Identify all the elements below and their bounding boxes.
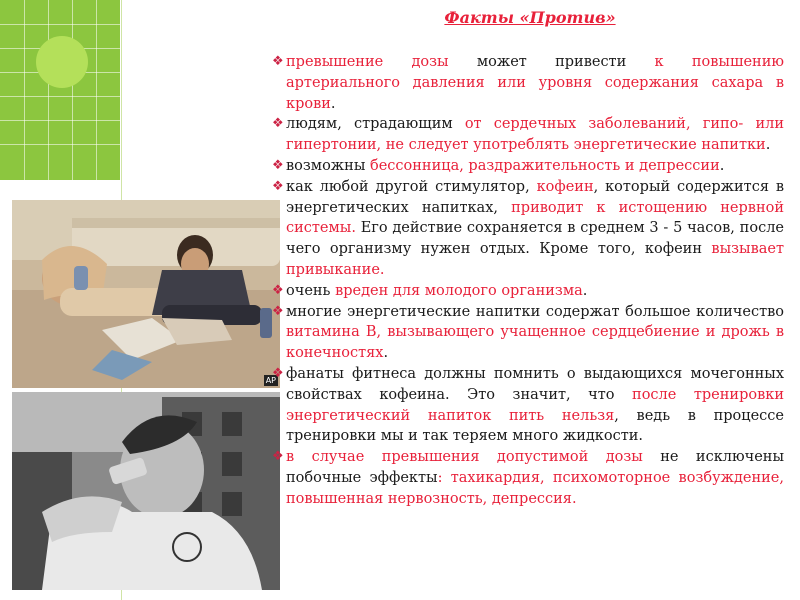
highlighted-text: бессонница, раздражительность и депрессии [369,157,720,174]
photo-girls-reading-magazines [12,200,280,388]
grid-line [72,0,73,180]
highlighted-text: от сердечных заболеваний, гипо- или гипертонии, не следует употреблять энергетические напитки [286,116,784,154]
diamond-bullet-icon: ❖ [272,282,284,298]
highlighted-text: вызывает привыкание. [286,241,784,278]
body-text: не исключены побочные эффекты [286,449,784,486]
body-text: возможны [286,157,370,174]
diamond-bullet-icon: ❖ [272,54,284,69]
diamond-bullet-icon: ❖ [272,303,284,319]
body-text: как любой другой стимулятор, [286,178,537,195]
grid-line [0,120,120,121]
fact-item [272,114,784,156]
body-text: может привести [476,54,655,70]
diamond-bullet-icon: ❖ [272,178,284,194]
fact-item [272,52,784,114]
highlighted-text: : тахикардия, психомоторное возбуждение, повышенная нервозность, депрессия. [286,469,784,507]
grid-line [0,96,120,97]
highlighted-text: кофеин [536,178,594,195]
body-text: . [383,345,389,362]
grid-line [48,0,49,180]
photo-boy-drinking-can [12,392,280,590]
fact-item [272,302,784,364]
body-text: . [719,157,725,174]
grid-line [96,0,97,180]
body-text: очень [286,282,336,299]
highlighted-text: после тренировки энергетический напиток пить нельзя [286,386,784,424]
highlighted-text: приводит к истощению нервной системы. [286,199,784,237]
diamond-bullet-icon: ❖ [272,449,284,465]
diamond-bullet-icon: ❖ [272,365,284,381]
body-text: фанаты фитнеса должны помнить о выдающихся мочегонных свойствах кофеина. Это значит, что [286,365,784,403]
body-text: . [582,282,588,299]
slide-title: Факты «Против» [444,8,616,27]
body-text: . [330,95,336,112]
decorative-green-panel [0,0,120,180]
body-text: . [765,137,771,154]
photo-credit: AP [265,376,276,385]
body-text: многие энергетические напитки содержат большое количество [286,303,784,320]
body-text: Его действие сохраняется в среднем 3 - 5 часов, после чего организму нужен отдых. Кроме того, кофеин [286,220,784,258]
fact-item [272,177,784,281]
highlighted-text: к повышению артериального давления или уровня содержания сахара в крови [286,54,784,112]
fact-item [272,447,784,509]
fact-item [272,156,784,177]
facts-list [272,52,784,510]
highlighted-text: в случае превышения допустимой дозы [286,449,661,466]
body-text: , ведь в процессе тренировки мы и так теряем много жидкости. [286,407,785,445]
highlighted-text: витамина В, вызывающего учащенное сердцебиение и дрожь в конечностях [286,324,784,362]
body-text: людям, страдающим [286,116,465,133]
diamond-bullet-icon: ❖ [272,116,284,132]
body-text: , который содержится в энергетических напитках, [286,178,784,216]
decorative-circle [36,36,88,88]
grid-line [0,24,120,25]
highlighted-text: вреден для молодого организма [335,282,583,299]
grid-line [0,144,120,145]
diamond-bullet-icon: ❖ [272,157,284,173]
fact-item [272,281,784,302]
highlighted-text: превышение дозы [286,54,477,70]
grid-line [24,0,25,180]
fact-item [272,364,784,447]
